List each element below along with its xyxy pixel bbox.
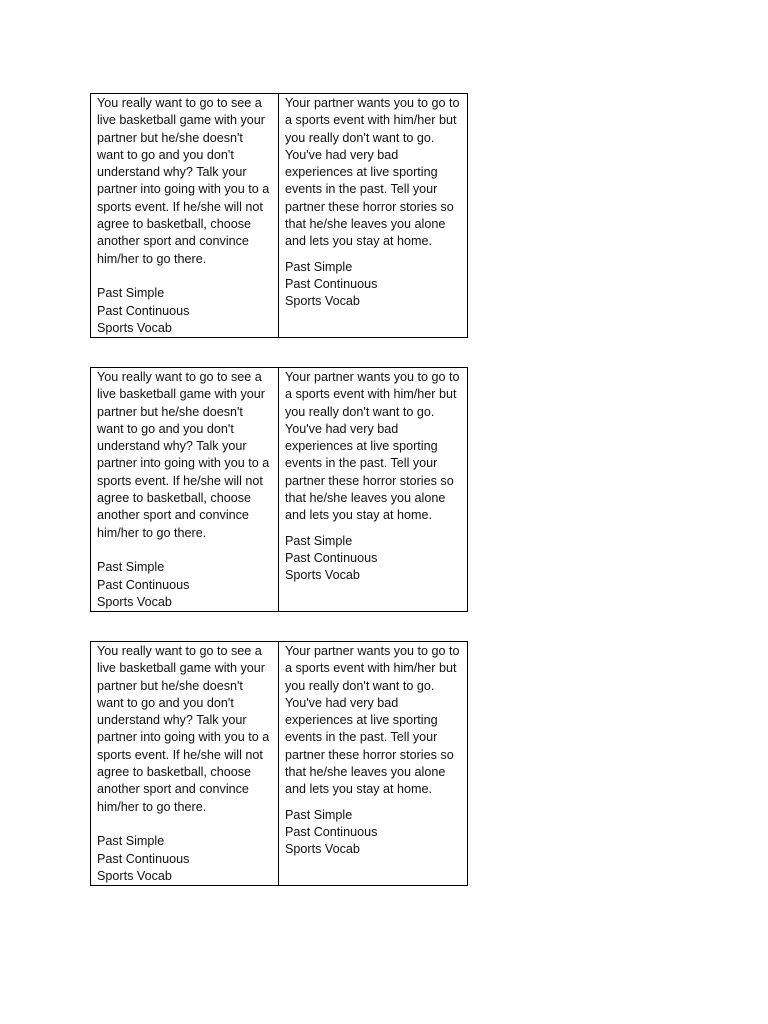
- grammar-tags: [285, 533, 461, 585]
- role-a-cell: [91, 642, 279, 885]
- tag-past-continuous: Past Continuous: [97, 577, 190, 592]
- tag-past-simple: Past Simple: [97, 560, 165, 575]
- tag-past-simple: Past Simple: [285, 259, 353, 274]
- role-b-prompt: Your partner wants you to go to a sports event with him/her but you really don't want to go. You've had very bad experiences at live sporting events in the past. Tell your partner these horror stories so that he/she leaves you alone and lets you stay at home.: [285, 370, 460, 523]
- role-card-2: [90, 367, 468, 612]
- tag-past-simple: Past Simple: [97, 834, 165, 849]
- tag-past-continuous: Past Continuous: [285, 550, 378, 565]
- role-b-cell: [279, 368, 467, 611]
- tag-past-simple: Past Simple: [97, 286, 165, 301]
- tag-sports-vocab: Sports Vocab: [285, 568, 360, 583]
- grammar-tags: [97, 559, 272, 611]
- role-a-prompt: You really want to go to see a live basketball game with your partner but he/she doesn't want to go and you don't understand why? Talk your partner into going with you to a sports event. If he/she will not agree to basketball, choose another sport and convince him/her to go there.: [97, 96, 270, 266]
- tag-sports-vocab: Sports Vocab: [97, 868, 172, 883]
- role-card-3: [90, 641, 468, 886]
- tag-past-continuous: Past Continuous: [285, 824, 378, 839]
- role-a-prompt: You really want to go to see a live basketball game with your partner but he/she doesn't want to go and you don't understand why? Talk your partner into going with you to a sports event. If he/she will not agree to basketball, choose another sport and convince him/her to go there.: [97, 644, 270, 814]
- role-b-prompt: Your partner wants you to go to a sports event with him/her but you really don't want to go. You've had very bad experiences at live sporting events in the past. Tell your partner these horror stories so that he/she leaves you alone and lets you stay at home.: [285, 644, 460, 797]
- tag-sports-vocab: Sports Vocab: [97, 320, 172, 335]
- tag-sports-vocab: Sports Vocab: [285, 842, 360, 857]
- grammar-tags: [97, 833, 272, 885]
- grammar-tags: [285, 807, 461, 859]
- tag-sports-vocab: Sports Vocab: [285, 294, 360, 309]
- tag-past-simple: Past Simple: [285, 533, 353, 548]
- tag-sports-vocab: Sports Vocab: [97, 594, 172, 609]
- role-b-cell: [279, 94, 467, 337]
- role-a-prompt: You really want to go to see a live basketball game with your partner but he/she doesn't want to go and you don't understand why? Talk your partner into going with you to a sports event. If he/she will not agree to basketball, choose another sport and convince him/her to go there.: [97, 370, 270, 540]
- tag-past-continuous: Past Continuous: [97, 851, 190, 866]
- role-card-1: [90, 93, 468, 338]
- tag-past-simple: Past Simple: [285, 807, 353, 822]
- tag-past-continuous: Past Continuous: [97, 303, 190, 318]
- role-b-cell: [279, 642, 467, 885]
- tag-past-continuous: Past Continuous: [285, 276, 378, 291]
- role-a-cell: [91, 94, 279, 337]
- role-b-prompt: Your partner wants you to go to a sports event with him/her but you really don't want to go. You've had very bad experiences at live sporting events in the past. Tell your partner these horror stories so that he/she leaves you alone and lets you stay at home.: [285, 96, 460, 249]
- role-a-cell: [91, 368, 279, 611]
- grammar-tags: [97, 285, 272, 337]
- grammar-tags: [285, 259, 461, 311]
